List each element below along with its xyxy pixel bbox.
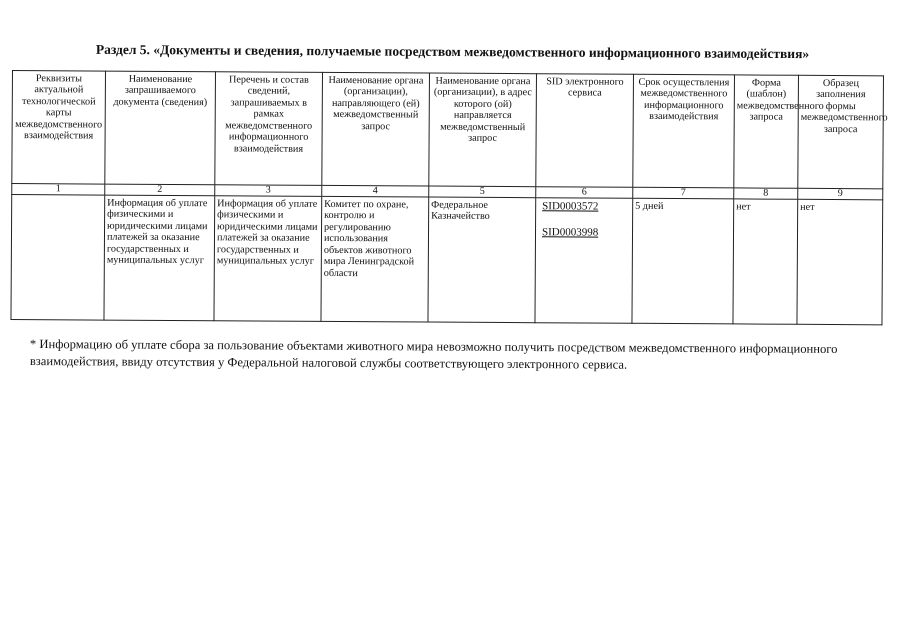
duration-cell: 5 дней xyxy=(632,198,734,324)
form-sample-cell: нет xyxy=(797,199,883,325)
sender-organ-cell: Комитет по охране, контролю и регулированию использования объектов животного мира Ленинградской области xyxy=(321,196,429,322)
column-number: 3 xyxy=(215,185,322,197)
table-row xyxy=(11,195,883,325)
header-cell: SID электронного сервиса xyxy=(536,74,634,188)
column-number: 9 xyxy=(798,188,883,200)
requested-document-cell: Информация об уплате физическими и юридическими лицами платежей за оказание государственных и муниципальных услуг xyxy=(104,195,215,321)
sid-link[interactable]: SID0003572 xyxy=(542,200,599,213)
documents-table xyxy=(10,70,888,325)
sid-link[interactable]: SID0003998 xyxy=(541,226,599,239)
header-cell: Наименование органа (организации), в адрес которого (ой) направляется межведомственный запрос xyxy=(429,73,537,187)
header-cell: Реквизиты актуальной технологической карты межведомственного взаимодействия xyxy=(12,71,106,185)
recipient-organ-cell: Федеральное Казначейство xyxy=(428,197,536,323)
column-number: 4 xyxy=(322,185,429,197)
column-number: 2 xyxy=(105,184,215,196)
column-number: 5 xyxy=(429,186,536,198)
table-header-row xyxy=(12,71,884,189)
sid-cell xyxy=(535,198,633,324)
header-cell: Срок осуществления межведомственного информационного взаимодействия xyxy=(633,74,735,188)
header-cell: Наименование запрашиваемого документа (сведения) xyxy=(105,71,216,185)
column-number: 7 xyxy=(633,187,734,199)
requested-info-cell: Информация об уплате физическими и юридическими лицами платежей за оказание государственных и муниципальных услуг xyxy=(214,196,322,322)
column-number: 6 xyxy=(536,187,633,199)
card-requisites-cell xyxy=(11,195,105,321)
section-title: Раздел 5. «Документы и сведения, получаемые посредством межведомственного информационного взаимодействия» xyxy=(95,41,810,62)
header-cell: Форма (шаблон) межведомственного запроса xyxy=(734,75,799,188)
column-number: 1 xyxy=(12,184,105,196)
footnote: * Информацию об уплате сбора за пользование объектами животного мира невозможно получить посредством межведомственного информационного взаимодействия, ввиду отсутствия у Федеральной налоговой службы соответствующего электронного сервиса. xyxy=(29,336,838,372)
header-cell: Наименование органа (организации), направляющего (ей) межведомственный запрос xyxy=(322,72,430,186)
header-cell: Образец заполнения формы межведомственного запроса xyxy=(798,75,884,189)
header-cell: Перечень и состав сведений, запрашиваемых в рамках межведомственного информационного взаимодействия xyxy=(215,72,323,186)
request-form-cell: нет xyxy=(733,199,798,324)
column-number: 8 xyxy=(734,188,798,199)
